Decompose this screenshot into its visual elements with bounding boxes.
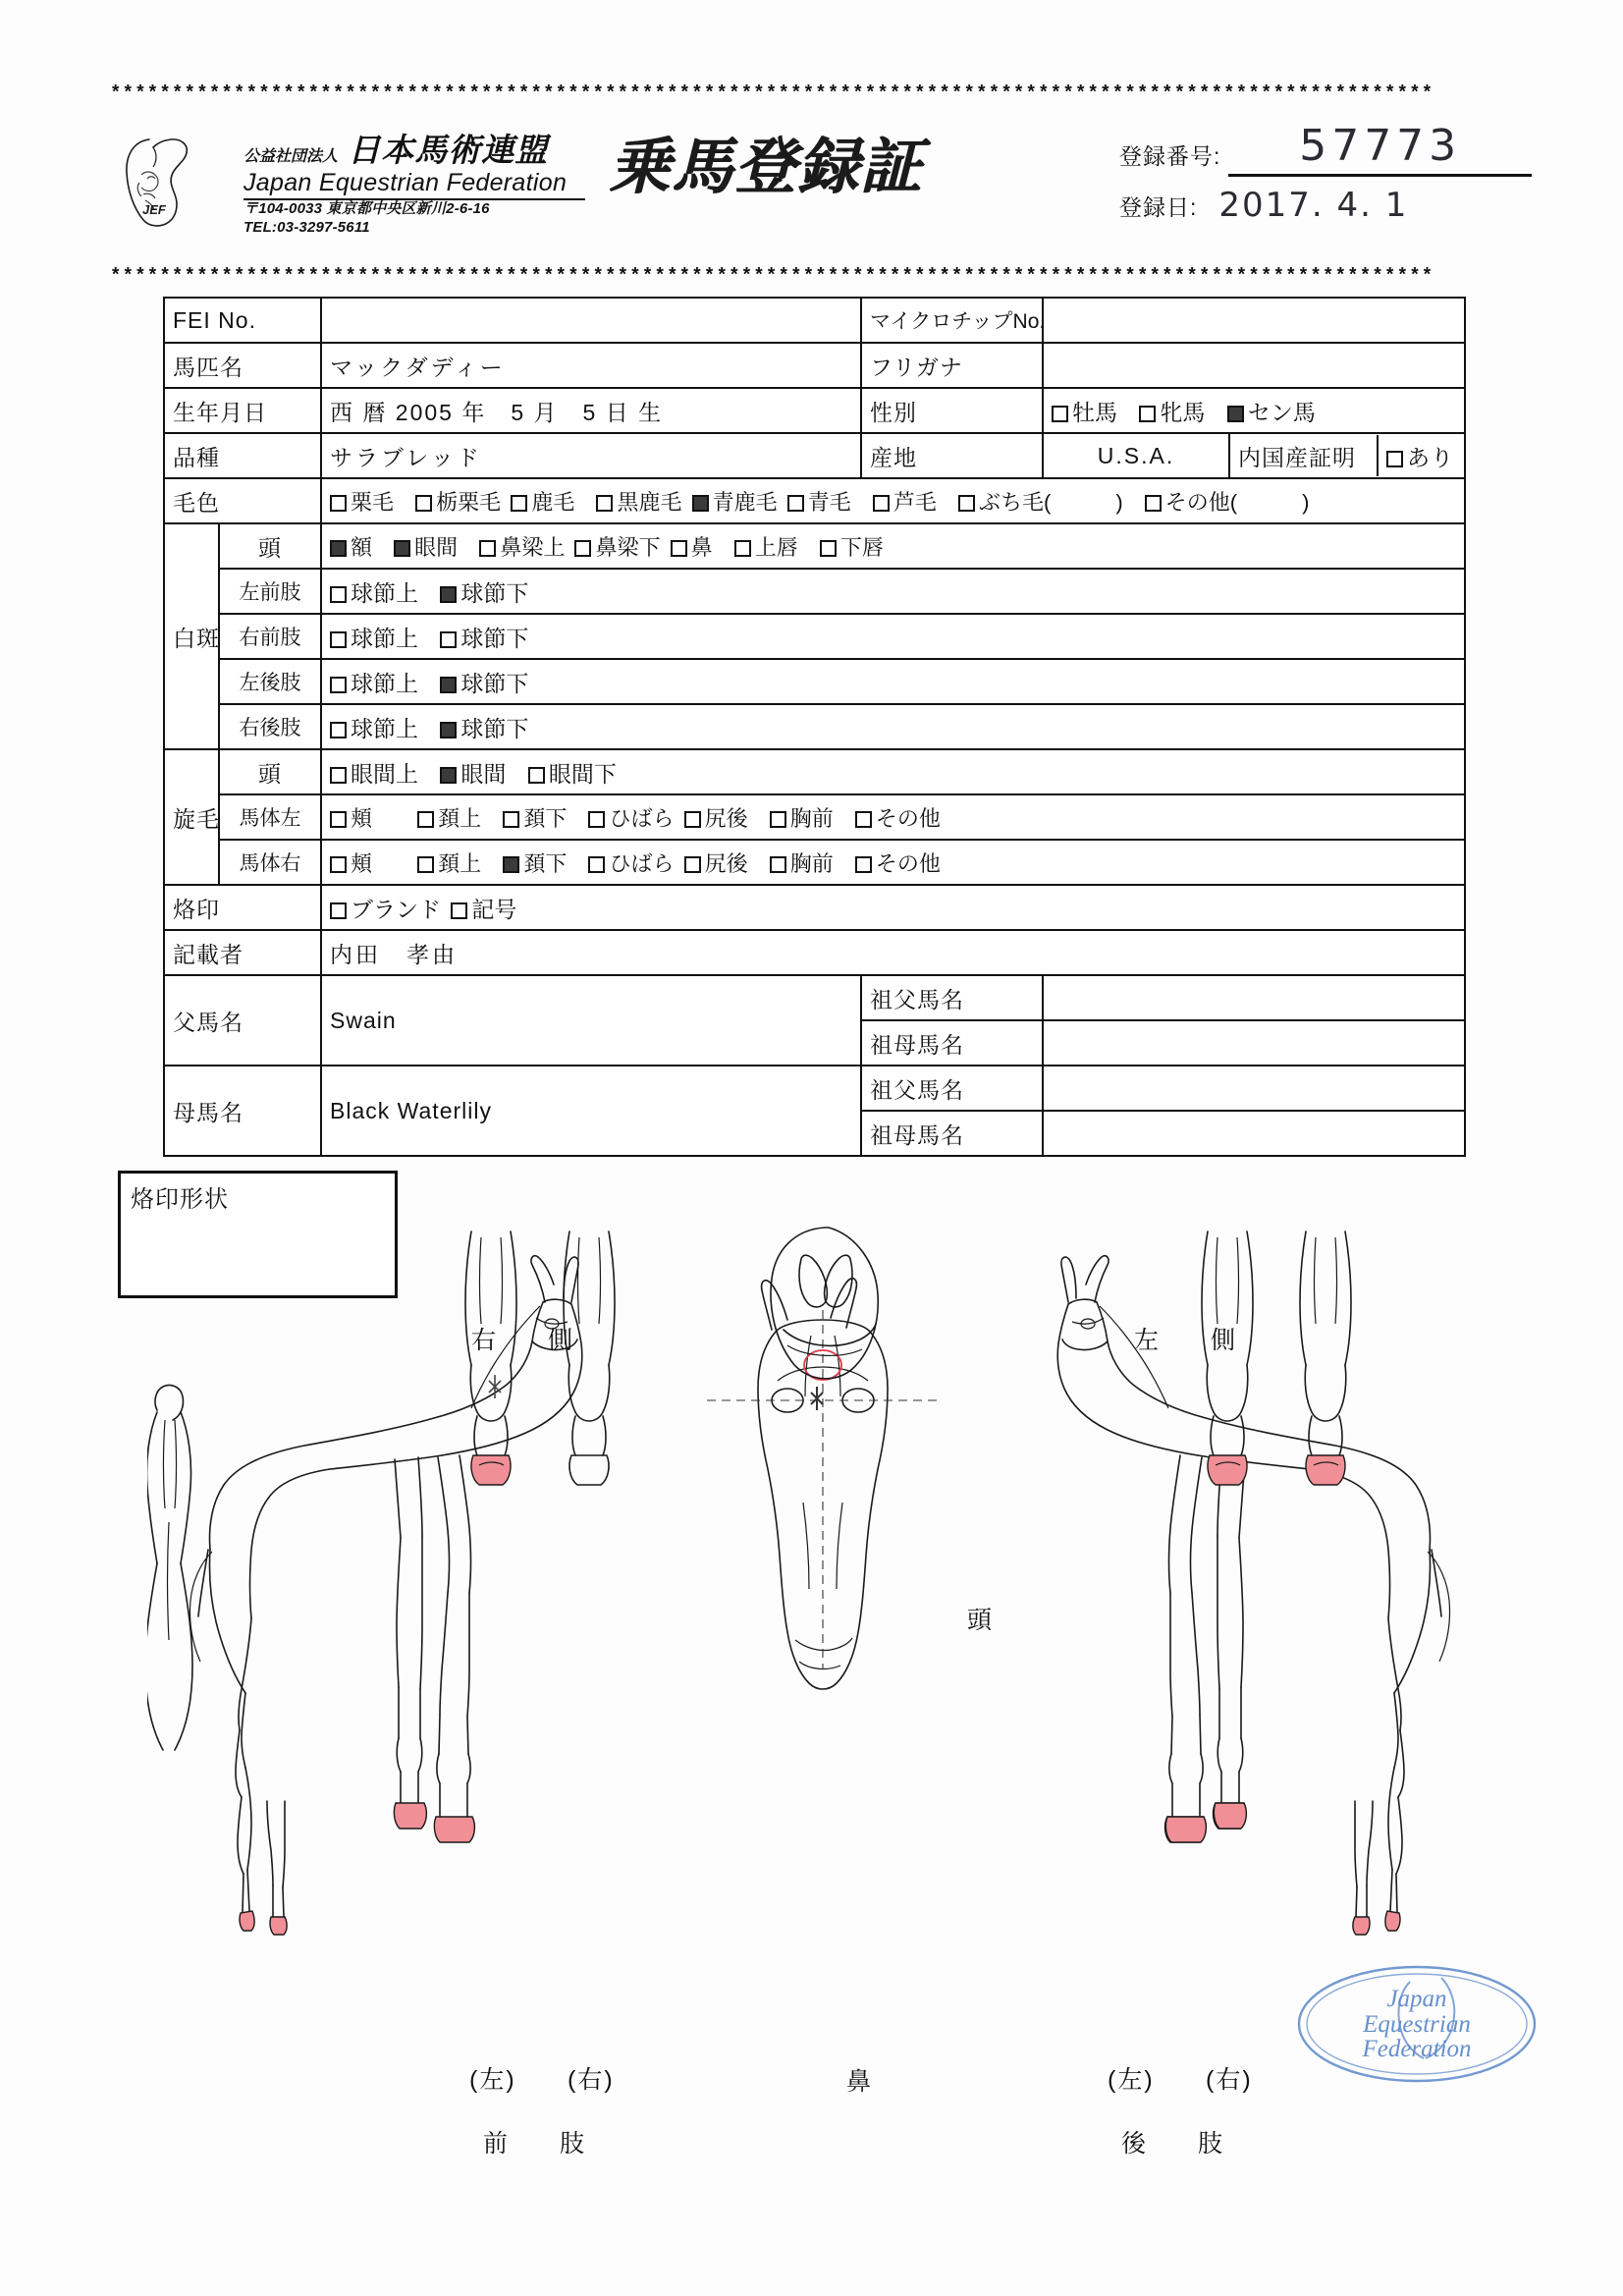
- checkbox-brand-0[interactable]: [330, 902, 347, 919]
- markings-row-4-label: 右後肢: [219, 704, 321, 749]
- dam-grandsire-label: 祖父馬名: [861, 1066, 1043, 1111]
- marking-head-3-label: 鼻梁下: [595, 534, 661, 560]
- checkbox-whorl-head-2[interactable]: [528, 767, 545, 784]
- whorl-right-2[interactable]: [503, 847, 567, 878]
- registration-date-value: 2017. 4. 1: [1218, 186, 1409, 225]
- coat-option-3[interactable]: [596, 486, 681, 517]
- sex-option-gelding[interactable]: [1227, 395, 1316, 427]
- hind-right-label: (右): [1206, 2066, 1253, 2094]
- jef-logo-icon: [120, 136, 196, 230]
- marking-lh-1-label: 球節下: [460, 670, 529, 696]
- whorl-right-1-label: 頚上: [438, 850, 482, 876]
- sex-options: [1043, 388, 1465, 433]
- marking-lh-0-label: 球節上: [351, 670, 419, 696]
- coat-color-options: [321, 478, 1465, 523]
- checkbox-whorl-left-1[interactable]: [417, 811, 434, 828]
- hindlimb-closeups: [1202, 1231, 1351, 1485]
- whorl-left-6[interactable]: [855, 802, 941, 833]
- whorls-row-1-label: 馬体左: [219, 794, 321, 840]
- checkbox-whorl-head-0[interactable]: [330, 767, 347, 784]
- domestic-cert-cell: [1229, 433, 1465, 478]
- whorl-right-1[interactable]: [417, 847, 481, 878]
- brand-option-0-label: ブランド: [351, 896, 442, 922]
- registration-number-label: 登録番号:: [1119, 143, 1221, 169]
- markings-row-0-options: [321, 523, 1465, 569]
- checkbox-whorl-right-3[interactable]: [588, 856, 605, 873]
- marking-head-5-label: 上唇: [754, 534, 798, 560]
- coat-option-8[interactable]: [1145, 486, 1310, 517]
- sire-granddam-value[interactable]: [1043, 1020, 1465, 1066]
- seal-line-3: Federation: [1362, 2036, 1472, 2063]
- whorl-head-2-label: 眼間下: [548, 760, 617, 787]
- fei-no-value[interactable]: [321, 298, 861, 343]
- registration-number-field: [1228, 121, 1532, 177]
- markings-label: 白斑: [164, 523, 219, 749]
- whorl-right-5[interactable]: [770, 847, 834, 878]
- checkbox-marking-rh-1[interactable]: [440, 722, 457, 738]
- markings-row-1-label: 左前肢: [219, 569, 321, 614]
- row-horse-name: [164, 343, 1465, 388]
- whorl-right-0-label: 頬: [351, 850, 373, 876]
- organization-prefix: 公益社団法人: [243, 148, 339, 165]
- checkbox-marking-rf-1[interactable]: [440, 631, 457, 648]
- breed-value[interactable]: サラブレッド: [321, 433, 861, 478]
- breed-label: 品種: [164, 433, 321, 478]
- checkbox-whorl-left-3[interactable]: [588, 811, 605, 828]
- microchip-label: マイクロチップNo.: [861, 298, 1043, 343]
- horse-rear-view-figure: [147, 1385, 192, 1750]
- row-fei-no: [164, 298, 1465, 343]
- coat-option-2[interactable]: [511, 486, 574, 517]
- brand-shape-label: 烙印形状: [131, 1186, 229, 1213]
- recorder-label: 記載者: [164, 930, 321, 975]
- horse-left-side-figure: [1057, 1256, 1449, 1935]
- coat-option-0[interactable]: [330, 486, 394, 517]
- markings-row-2-label: 右前肢: [219, 614, 321, 659]
- markings-row-0-label: 頭: [219, 523, 321, 569]
- star-divider-top: ***********************************************************************************************************: [110, 84, 1434, 103]
- checkbox-coat-2[interactable]: [511, 495, 527, 512]
- right-side-label: 右 側: [471, 1327, 587, 1354]
- marking-rf-1[interactable]: [440, 621, 528, 653]
- horse-name-value[interactable]: マックダディー: [321, 343, 861, 388]
- whorl-right-3-label: ひばら: [609, 850, 675, 876]
- forelimb-label: 前 肢: [483, 2130, 599, 2158]
- fore-right-label: (右): [568, 2066, 615, 2094]
- horse-markings-diagram: [147, 1208, 1492, 2072]
- row-markings-head: [164, 523, 1465, 569]
- row-markings-lh: [164, 659, 1465, 704]
- checkbox-whorl-right-4[interactable]: [684, 856, 701, 873]
- whorls-row-2-label: 馬体右: [219, 840, 321, 885]
- row-markings-lf: [164, 569, 1465, 614]
- checkbox-whorl-right-0[interactable]: [330, 856, 347, 873]
- hindlimb-label: 後 肢: [1121, 2130, 1237, 2158]
- horse-right-side-figure: [189, 1256, 581, 1935]
- coat-option-3-label: 黒鹿毛: [617, 489, 682, 515]
- marking-rh-1-label: 球節下: [460, 715, 529, 741]
- horse-head-front-figure: [707, 1279, 939, 1689]
- whorl-left-1[interactable]: [417, 802, 481, 833]
- whorl-right-5-label: 胸前: [789, 850, 834, 876]
- recorder-value[interactable]: 内田 孝由: [321, 930, 1465, 975]
- checkbox-marking-head-3[interactable]: [574, 540, 591, 557]
- row-recorder: [164, 930, 1465, 975]
- checkbox-coat-5[interactable]: [787, 495, 804, 512]
- checkbox-whorl-left-0[interactable]: [330, 811, 347, 828]
- brand-label: 烙印: [164, 885, 321, 930]
- marking-head-2[interactable]: [479, 531, 565, 562]
- markings-row-4-options: [321, 704, 1465, 749]
- checkbox-sex-1[interactable]: [1139, 406, 1156, 422]
- checkbox-whorl-left-2[interactable]: [503, 811, 519, 828]
- forelimb-closeups: [465, 1231, 615, 1485]
- whorl-left-0[interactable]: [330, 802, 372, 833]
- furigana-label: フリガナ: [861, 343, 1043, 388]
- whorl-right-4[interactable]: [684, 847, 748, 878]
- markings-row-2-options: [321, 614, 1465, 659]
- checkbox-marking-head-2[interactable]: [479, 540, 496, 557]
- nose-label: 鼻: [846, 2068, 874, 2096]
- coat-option-6[interactable]: [873, 486, 937, 517]
- coat-option-1[interactable]: [415, 486, 501, 517]
- checkbox-marking-lh-0[interactable]: [330, 677, 347, 693]
- registration-number-row: [1119, 121, 1532, 177]
- coat-option-4[interactable]: [692, 486, 778, 517]
- seal-text: [1294, 1958, 1540, 2091]
- coat-option-7[interactable]: [958, 486, 1123, 517]
- whorls-row-0-label: 頭: [219, 749, 321, 794]
- whorl-right-2-label: 頚下: [523, 850, 568, 876]
- hind-hoof-marking-2: [1214, 1803, 1246, 1829]
- checkbox-whorl-right-5[interactable]: [770, 856, 786, 873]
- organization-name-main: 日本馬術連盟: [348, 132, 549, 168]
- dam-label: 母馬名: [164, 1066, 321, 1156]
- markings-row-3-label: 左後肢: [219, 659, 321, 704]
- checkbox-whorl-left-5[interactable]: [770, 811, 786, 828]
- whorls-row-0-options: [321, 749, 1465, 794]
- checkbox-marking-head-0[interactable]: [330, 540, 347, 557]
- organization-block: [243, 134, 587, 238]
- checkbox-coat-0[interactable]: [330, 495, 347, 512]
- domestic-cert-option[interactable]: [1378, 435, 1464, 476]
- checkbox-marking-lf-0[interactable]: [330, 586, 347, 603]
- sex-option-0-label: 牡馬: [1072, 399, 1118, 425]
- whorl-left-2-label: 頚下: [523, 805, 568, 831]
- brand-option-1-label: 記号: [471, 896, 517, 922]
- whorl-left-2[interactable]: [503, 802, 567, 833]
- horse-name-label: 馬匹名: [164, 343, 321, 388]
- row-whorls-right: [164, 840, 1465, 885]
- marking-head-1[interactable]: [394, 531, 458, 562]
- checkbox-brand-1[interactable]: [451, 902, 467, 919]
- brand-option-0[interactable]: [330, 892, 441, 924]
- checkbox-whorl-right-1[interactable]: [417, 856, 434, 873]
- marking-lf-1-label: 球節下: [460, 579, 529, 606]
- sire-value[interactable]: Swain: [321, 975, 861, 1066]
- brand-options: [321, 885, 1465, 930]
- coat-option-7-label: ぶち毛( ): [979, 489, 1123, 515]
- checkbox-marking-lf-1[interactable]: [440, 586, 457, 603]
- marking-rf-0-label: 球節上: [351, 625, 419, 651]
- marking-head-4[interactable]: [671, 531, 713, 562]
- checkbox-whorl-left-4[interactable]: [684, 811, 701, 828]
- seal-line-1: Japan: [1386, 1986, 1447, 2013]
- marking-head-1-label: 眼間: [414, 534, 459, 560]
- organization-tel: TEL:03-3297-5611: [243, 219, 370, 237]
- checkbox-coat-6[interactable]: [873, 495, 890, 512]
- marking-rf-1-label: 球節下: [460, 625, 529, 651]
- marking-lf-0[interactable]: [330, 575, 418, 608]
- marking-lf-0-label: 球節上: [351, 579, 419, 606]
- coat-option-5[interactable]: [787, 486, 851, 517]
- registration-number-value: 57773: [1299, 121, 1462, 171]
- whorl-left-5[interactable]: [770, 802, 834, 833]
- forehead-whorl-mark: [811, 1387, 823, 1410]
- jef-official-seal: [1294, 1958, 1540, 2091]
- row-birthdate: [164, 388, 1465, 433]
- coat-option-8-label: その他( ): [1164, 489, 1310, 515]
- coat-option-0-label: 栗毛: [351, 489, 395, 515]
- whorl-left-3-label: ひばら: [609, 805, 675, 831]
- whorl-head-0[interactable]: [330, 756, 418, 789]
- whorl-left-1-label: 頚上: [438, 805, 482, 831]
- checkbox-whorl-right-6[interactable]: [855, 856, 872, 873]
- marking-lf-1[interactable]: [440, 575, 528, 608]
- registration-meta: [1119, 121, 1532, 228]
- checkbox-whorl-right-2[interactable]: [503, 856, 519, 873]
- checkbox-marking-head-1[interactable]: [394, 540, 410, 557]
- origin-label: 産地: [861, 433, 1043, 478]
- checkbox-whorl-head-1[interactable]: [440, 767, 457, 784]
- marking-lh-1[interactable]: [440, 666, 528, 698]
- page-title: 乗馬登録証: [609, 134, 924, 201]
- marking-rf-0[interactable]: [330, 621, 418, 653]
- row-whorls-head: [164, 749, 1465, 794]
- whorl-right-4-label: 尻後: [704, 850, 748, 876]
- birthdate-value[interactable]: 西 暦 2005 年 5 月 5 日 生: [321, 388, 861, 433]
- marking-head-2-label: 鼻梁上: [500, 534, 566, 560]
- whorls-label: 旋毛: [164, 749, 219, 885]
- horse-details-table: [163, 297, 1466, 1157]
- whorl-left-3[interactable]: [588, 802, 674, 833]
- whorl-left-6-label: その他: [875, 805, 941, 831]
- whorl-head-1[interactable]: [440, 756, 506, 789]
- row-whorls-left: [164, 794, 1465, 840]
- domestic-cert-option-label: あり: [1407, 444, 1455, 470]
- whorl-left-4[interactable]: [684, 802, 748, 833]
- checkbox-sex-2[interactable]: [1227, 406, 1244, 422]
- whorl-head-1-label: 眼間: [460, 760, 507, 787]
- coat-option-6-label: 芦毛: [893, 489, 937, 515]
- fore-left-label: (左): [469, 2066, 516, 2094]
- coat-option-5-label: 青毛: [807, 489, 851, 515]
- brand-option-1[interactable]: [451, 892, 516, 924]
- organization-address: 〒104-0033 東京都中央区新川2-6-16: [243, 200, 490, 218]
- organization-name-ja: [243, 134, 587, 168]
- dam-grandsire-value[interactable]: [1043, 1066, 1465, 1111]
- svg-text:JEF: JEF: [142, 202, 166, 217]
- sex-option-stallion[interactable]: [1052, 395, 1117, 427]
- row-dam-grandsire: [164, 1066, 1465, 1111]
- whorl-right-6-label: その他: [875, 850, 941, 876]
- whorl-right-3[interactable]: [588, 847, 674, 878]
- coat-option-2-label: 鹿毛: [531, 489, 575, 515]
- checkbox-sex-0[interactable]: [1052, 406, 1068, 422]
- checkbox-domestic-cert[interactable]: [1386, 451, 1403, 467]
- coat-color-label: 毛色: [164, 478, 321, 523]
- sex-option-mare[interactable]: [1139, 395, 1205, 427]
- sire-grandsire-value[interactable]: [1043, 975, 1465, 1020]
- muzzle-closeup-figure: [771, 1228, 878, 1379]
- checkbox-whorl-left-6[interactable]: [855, 811, 872, 828]
- seal-line-2: Equestrian: [1363, 2010, 1471, 2038]
- coat-option-4-label: 青鹿毛: [712, 489, 778, 515]
- marking-lh-0[interactable]: [330, 666, 418, 698]
- marking-rh-0-label: 球節上: [351, 715, 419, 741]
- hind-hoof-marking-1: [1165, 1817, 1206, 1842]
- fei-no-label: FEI No.: [164, 298, 321, 343]
- hind-left-label: (左): [1108, 2066, 1155, 2094]
- checkbox-coat-1[interactable]: [415, 495, 432, 512]
- marking-head-3[interactable]: [574, 531, 660, 562]
- row-breed: [164, 433, 1465, 478]
- marking-rh-1[interactable]: [440, 711, 528, 743]
- star-divider-bottom: ***********************************************************************************************************: [110, 267, 1434, 286]
- left-side-label: 左 側: [1134, 1327, 1250, 1354]
- organization-name-en: Japan Equestrian Federation: [243, 168, 568, 196]
- whorl-left-5-label: 胸前: [789, 805, 834, 831]
- whorls-row-2-options: [321, 840, 1465, 885]
- marking-head-0-label: 額: [351, 534, 373, 560]
- dam-value[interactable]: Black Waterlily: [321, 1066, 861, 1156]
- sire-grandsire-label: 祖父馬名: [861, 975, 1043, 1020]
- whorl-head-2[interactable]: [528, 756, 617, 789]
- marking-rh-0[interactable]: [330, 711, 418, 743]
- checkbox-marking-lh-1[interactable]: [440, 677, 457, 693]
- whorl-head-0-label: 眼間上: [351, 760, 419, 787]
- registration-date-field: [1205, 179, 1532, 228]
- registration-date-row: [1119, 177, 1532, 228]
- row-coat-color: [164, 478, 1465, 523]
- checkbox-marking-rf-0[interactable]: [330, 631, 347, 648]
- checkbox-coat-4[interactable]: [692, 495, 709, 512]
- whorl-left-4-label: 尻後: [704, 805, 748, 831]
- row-markings-rh: [164, 704, 1465, 749]
- whorls-row-1-options: [321, 794, 1465, 840]
- furigana-value[interactable]: [1043, 343, 1465, 388]
- sire-label: 父馬名: [164, 975, 321, 1066]
- whorl-left-0-label: 頬: [351, 805, 373, 831]
- head-label: 頭: [967, 1607, 995, 1634]
- sire-granddam-label: 祖母馬名: [861, 1020, 1043, 1066]
- checkbox-marking-head-6[interactable]: [820, 540, 837, 557]
- registration-date-label: 登録日:: [1119, 194, 1198, 220]
- checkbox-coat-7[interactable]: [958, 495, 975, 512]
- checkbox-marking-head-4[interactable]: [671, 540, 687, 557]
- checkbox-marking-rh-0[interactable]: [330, 722, 347, 738]
- sex-option-2-label: セン馬: [1247, 399, 1316, 425]
- domestic-cert-label: 内国産証明: [1230, 435, 1378, 476]
- dam-granddam-label: 祖母馬名: [861, 1111, 1043, 1156]
- whorl-right-0[interactable]: [330, 847, 372, 878]
- row-sire-grandsire: [164, 975, 1465, 1020]
- markings-row-1-options: [321, 569, 1465, 614]
- birthdate-label: 生年月日: [164, 388, 321, 433]
- checkbox-marking-head-5[interactable]: [734, 540, 751, 557]
- marking-head-4-label: 鼻: [690, 534, 713, 560]
- sex-option-1-label: 牝馬: [1160, 399, 1206, 425]
- marking-head-6-label: 下唇: [839, 534, 884, 560]
- markings-row-3-options: [321, 659, 1465, 704]
- coat-option-1-label: 栃栗毛: [436, 489, 502, 515]
- checkbox-coat-3[interactable]: [596, 495, 613, 512]
- checkbox-coat-8[interactable]: [1145, 495, 1162, 512]
- marking-head-6[interactable]: [820, 531, 884, 562]
- origin-value[interactable]: U.S.A.: [1043, 433, 1229, 478]
- marking-head-5[interactable]: [734, 531, 798, 562]
- sex-label: 性別: [861, 388, 1043, 433]
- whorl-right-6[interactable]: [855, 847, 941, 878]
- row-markings-rf: [164, 614, 1465, 659]
- marking-head-0[interactable]: [330, 531, 372, 562]
- row-brand: [164, 885, 1465, 930]
- dam-granddam-value[interactable]: [1043, 1111, 1465, 1156]
- microchip-value[interactable]: [1043, 298, 1465, 343]
